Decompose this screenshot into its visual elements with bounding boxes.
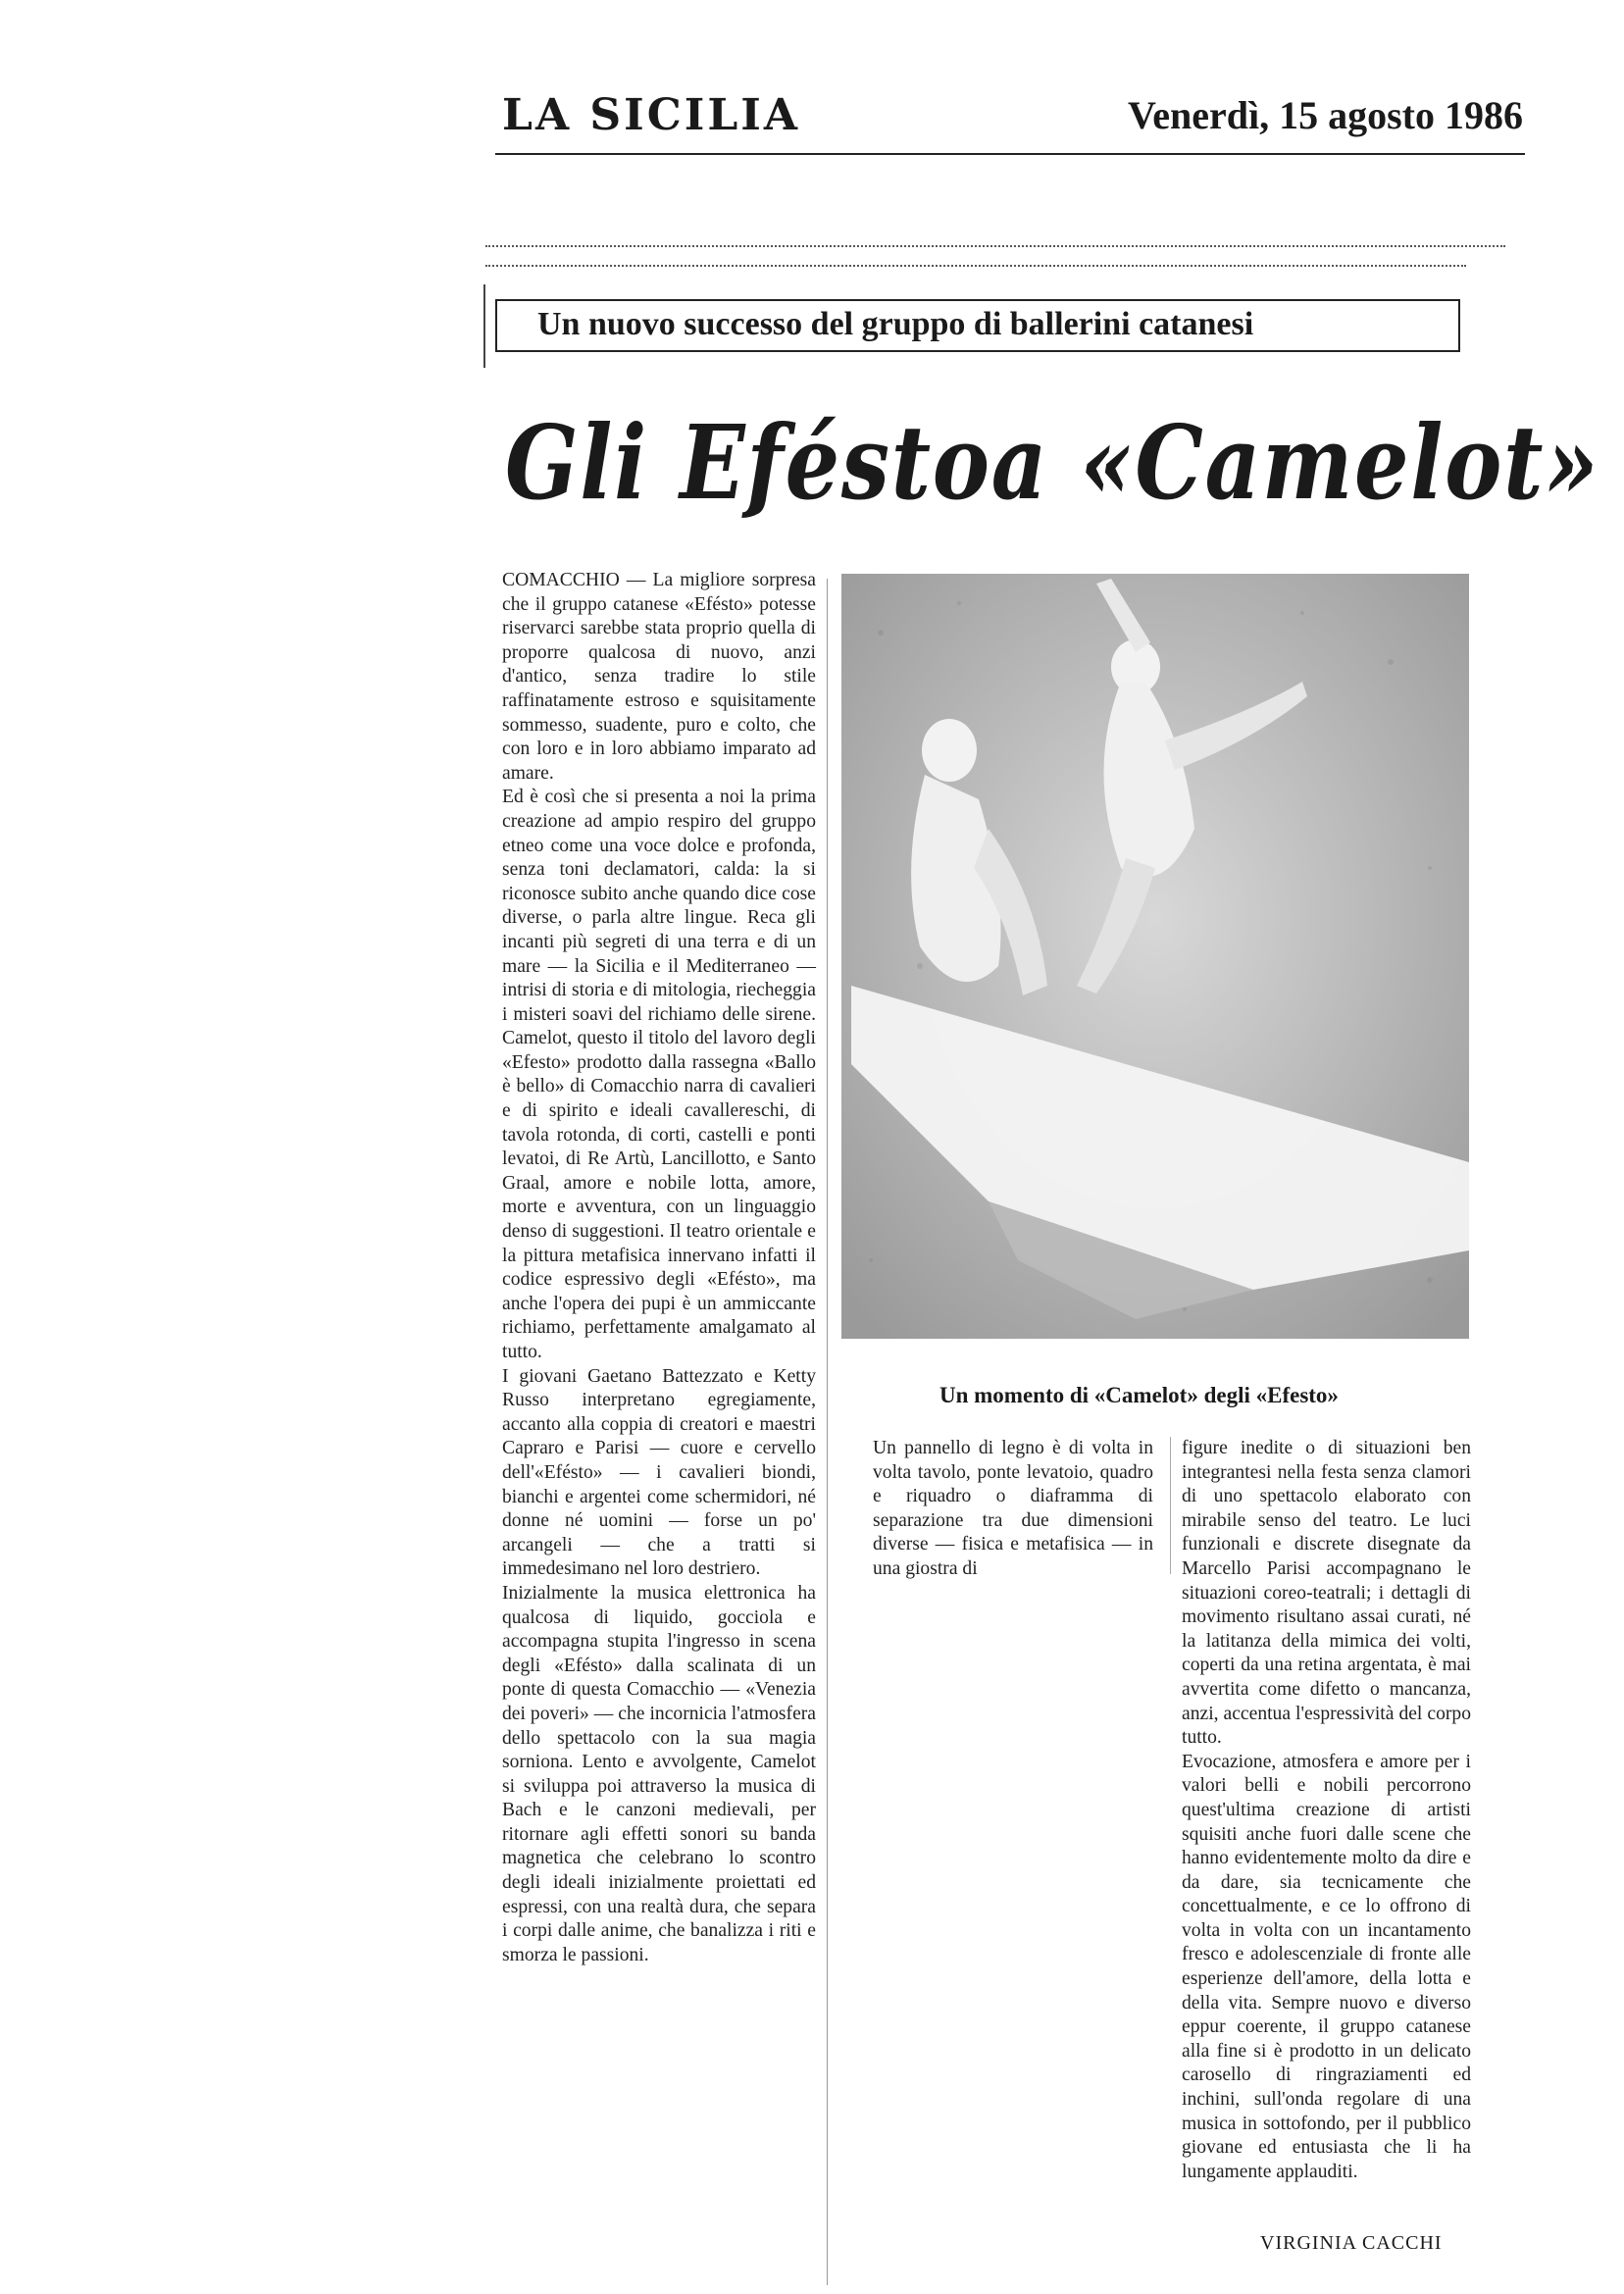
article-kicker: Un nuovo successo del gruppo di ballerini catanesi (537, 306, 1254, 342)
newspaper-name: LA SICILIA (502, 90, 801, 140)
article-byline: VIRGINIA CACCHI (1260, 2232, 1443, 2254)
article-column-2: Un pannello di legno è di volta in volta tavolo, ponte levatoio, quadro e riquadro o diaframma di separazione tra due dimensioni diverse — fisica e metafisica — in una giostra di (873, 1438, 1153, 1579)
clipping-dotted-border-upper (485, 265, 1466, 267)
article-headline (505, 402, 1599, 523)
clipping-dotted-border-top (485, 245, 1505, 247)
article-column-1: COMACCHIO — La migliore sorpresa che il gruppo catanese «Efésto» potesse riservarci sarebbe stata proprio quella di proporre qualcosa di nuovo, anzi d'antico, senza tradire lo stile raffinatamente estroso e squisitamente sommesso, suadente, puro e colto, che con loro e in loro abbiamo imparato ad amare. Ed è così che si presenta a noi la prima creazione ad ampio respiro del gruppo etneo come una voce dolce e profonda, senza toni declamatori, calda: la si riconosce subito anche quando dice cose diverse, o parla altre lingue. Reca gli incanti più segreti di una terra e di un mare — la Sicilia e il Mediterraneo — intrisi di storia e di mitologia, riecheggia i misteri soavi del richiamo delle sirene. Camelot, questo il titolo del lavoro degli «Efesto» prodotto dalla rassegna «Ballo è bello» di Comacchio narra di cavalieri e di spirito e ideali cavallereschi, di tavola rotonda, di corti, castelli e ponti levatoi, di Re Artù, Lancillotto, e Santo Graal, amore e nobile lotta, amore, morte e avventura, con un linguaggio denso di suggestioni. Il teatro orientale e la pittura metafisica innervano infatti il codice espressivo degli «Efésto», ma anche l'opera dei pupi è un ammiccante richiamo, perfettamente amalgamato al tutto. I giovani Gaetano Battezzato e Ketty Russo interpretano egregiamente, accanto alla coppia di creatori e maestri Capraro e Parisi — cuore e cervello dell'«Eféstо» — i cavalieri biondi, bianchi e argentei come schermidori, né donne né uomini — forse un po' arcangeli — che a tratti si immedesimano nel loro destriero. Inizialmente la musica elettronica ha qualcosa di liquido, gocciola e accompagna stupita l'ingresso in scena degli «Efésto» dalla scalinata di un ponte di questa Comacchio — «Venezia dei poveri» — che incornicia l'atmosfera dello spettacolo con la sua magia sorniona. Lento e avvolgente, Camelot si sviluppa poi attraverso la musica di Bach e le canzoni medievali, per ritornare agli effetti sonori su banda magnetica che celebrano lo scontro degli ideali inizialmente proiettati ed espressi, con una realtà dura, che separa i corpi dalle anime, che banalizza i riti e smorza le passioni. (502, 570, 816, 1965)
clipping-left-border (483, 284, 485, 368)
photo-caption: Un momento di «Camelot» degli «Efesto» (939, 1383, 1339, 1407)
column-divider-2 (1170, 1437, 1171, 1574)
dancers-photo-illustration (841, 574, 1469, 1339)
article-photo (841, 574, 1469, 1339)
article-column-3: figure inedite o di situazioni ben integrantesi nella festa senza clamori di uno spettacolo elaborato con mirabile senso del teatro. Le luci funzionali e discrete disegnate da Marcello Parisi accompagnano le situazioni coreo-teatrali; i dettagli di movimento risultano assai curati, né la latitanza della mimica dei volti, coperti da una retina argentata, è mai avvertita come difetto o mancanza, anzi, accentua l'espressività del corpo tutto. Evocazione, atmosfera e amore per i valori belli e nobili percorrono quest'ultima creazione di artisti squisiti anche fuori dalle scene che hanno evidentemente molto da dire e da dare, sia tecnicamente che concettualmente, e ce lo offrono di volta in volta con un incantamento fresco e adolescenziale di fronte alle esperienze dell'amore, della lotta e della vita. Sempre nuovo e diverso eppur coerente, il gruppo catanese alla fine si è prodotto in un delicato carosello di ringraziamenti ed inchini, sull'onda regolare di una musica in sottofondo, per il pubblico giovane ed entusiasta che li ha lungamente applauditi. (1182, 1438, 1471, 2182)
masthead-rule (495, 153, 1525, 155)
issue-date: Venerdì, 15 agosto 1986 (1128, 93, 1523, 137)
column-divider (827, 579, 828, 2285)
headline-text: Gli Eféstoa «Camelot» (505, 402, 1600, 523)
